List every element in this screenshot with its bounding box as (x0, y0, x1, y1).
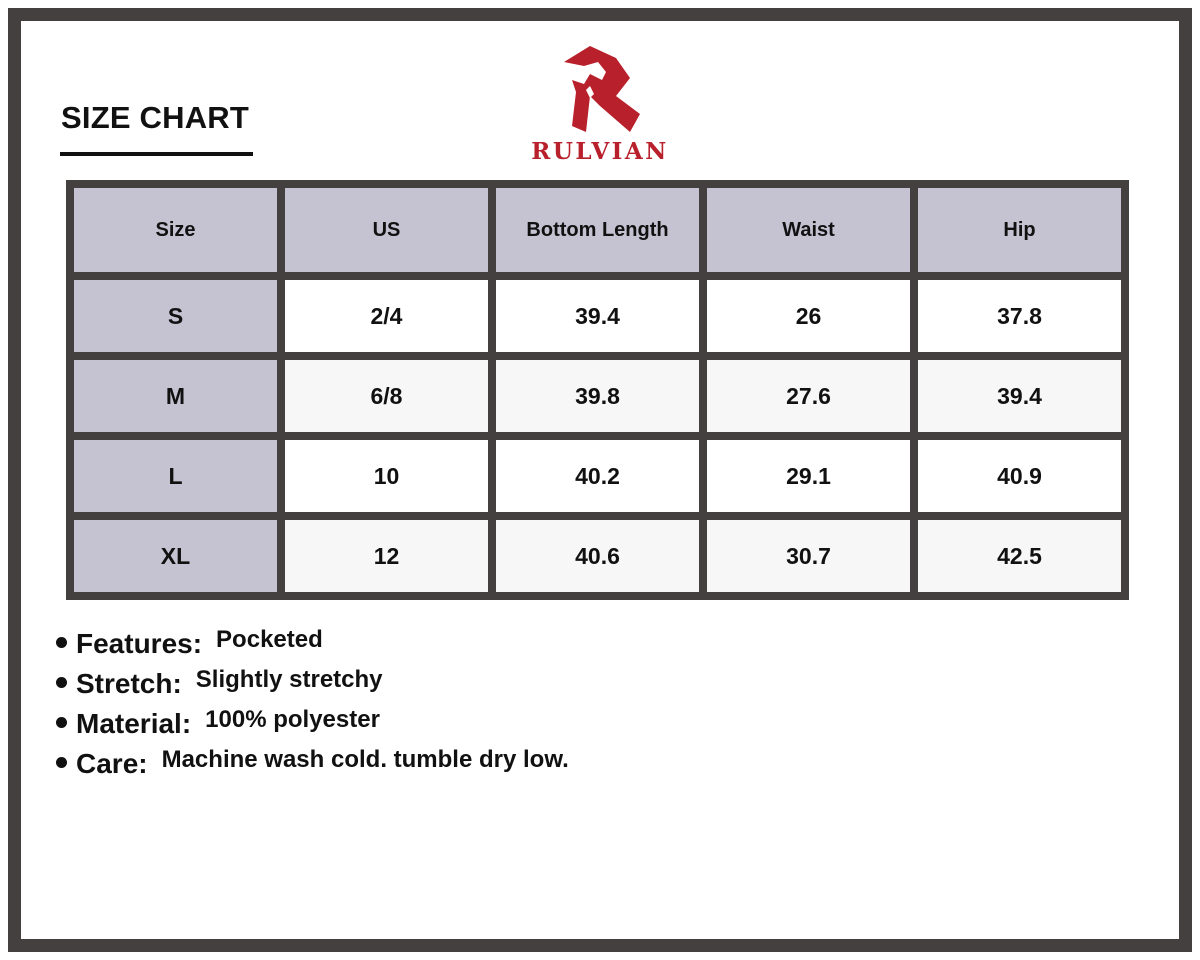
feature-value: Machine wash cold. tumble dry low. (161, 746, 569, 773)
feature-label: Care: (76, 748, 148, 779)
cell-hip: 39.4 (918, 360, 1121, 432)
feature-label: Stretch: (76, 668, 182, 699)
product-features-list (56, 622, 569, 782)
brand-logo-text: RULVIAN (531, 138, 669, 165)
cell-size: M (74, 360, 277, 432)
list-item (56, 622, 569, 662)
header-us: US (285, 188, 488, 272)
table-row (74, 360, 1121, 432)
brand-logo-icon (560, 44, 644, 134)
header-bottom-length: Bottom Length (496, 188, 699, 272)
table-row (74, 280, 1121, 352)
cell-hip: 40.9 (918, 440, 1121, 512)
cell-waist: 27.6 (707, 360, 910, 432)
table-row (74, 440, 1121, 512)
cell-size: XL (74, 520, 277, 592)
header-waist: Waist (707, 188, 910, 272)
header-size: Size (74, 188, 277, 272)
feature-value: Slightly stretchy (195, 666, 383, 693)
table-header-row (74, 188, 1121, 272)
list-item (56, 742, 569, 782)
cell-bottom-length: 40.2 (496, 440, 699, 512)
page-title: SIZE CHART (61, 100, 249, 135)
feature-label: Features: (76, 628, 203, 659)
cell-waist: 29.1 (707, 440, 910, 512)
cell-waist: 30.7 (707, 520, 910, 592)
feature-value: 100% polyester (205, 706, 380, 733)
list-item (56, 662, 569, 702)
bullet-icon (56, 637, 67, 648)
table-row (74, 520, 1121, 592)
feature-label: Material: (76, 708, 192, 739)
cell-us: 12 (285, 520, 488, 592)
cell-us: 6/8 (285, 360, 488, 432)
list-item (56, 702, 569, 742)
bullet-icon (56, 677, 67, 688)
cell-bottom-length: 39.8 (496, 360, 699, 432)
cell-hip: 37.8 (918, 280, 1121, 352)
cell-hip: 42.5 (918, 520, 1121, 592)
cell-size: S (74, 280, 277, 352)
bullet-icon (56, 757, 67, 768)
cell-bottom-length: 40.6 (496, 520, 699, 592)
cell-waist: 26 (707, 280, 910, 352)
size-chart-table (66, 180, 1129, 600)
cell-us: 10 (285, 440, 488, 512)
cell-us: 2/4 (285, 280, 488, 352)
bullet-icon (56, 717, 67, 728)
cell-bottom-length: 39.4 (496, 280, 699, 352)
cell-size: L (74, 440, 277, 512)
title-underline (60, 152, 253, 156)
feature-value: Pocketed (216, 626, 323, 653)
header-hip: Hip (918, 188, 1121, 272)
